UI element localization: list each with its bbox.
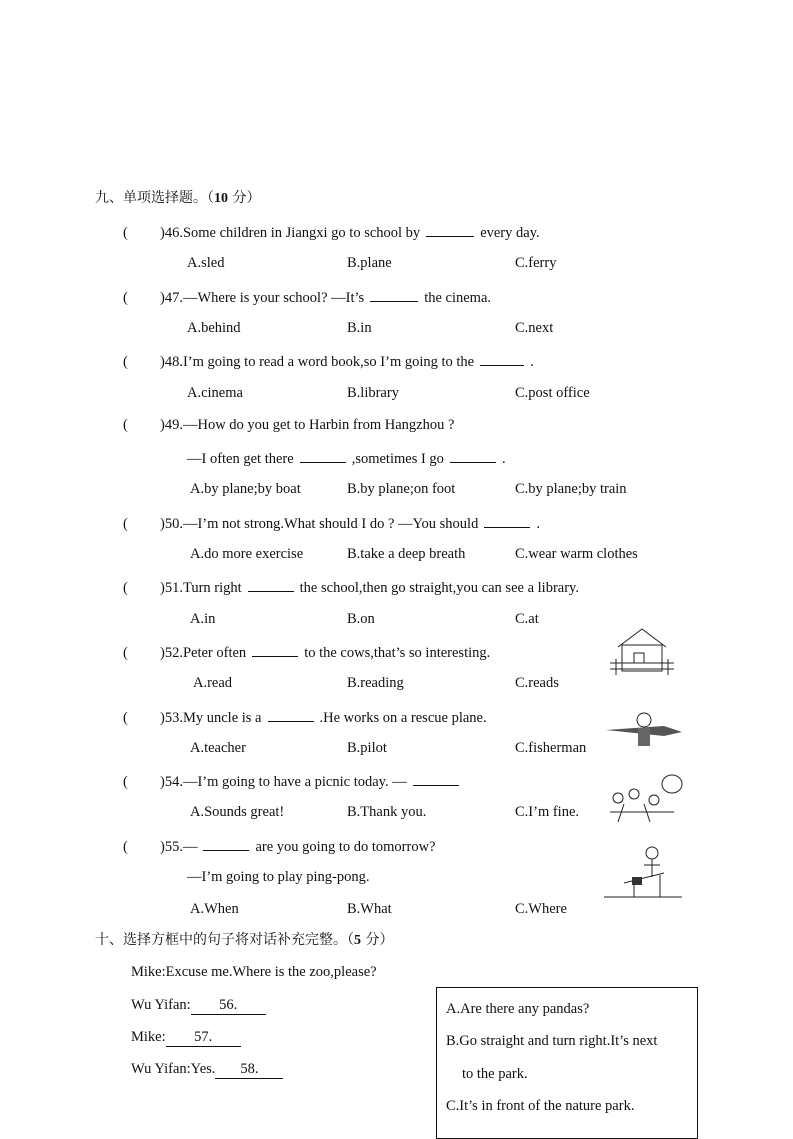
question-52: [123, 642, 490, 662]
question-text: —I’m going to play ping-pong.: [187, 869, 370, 885]
answer-blank: [413, 771, 459, 786]
question-text: —I often get there: [187, 451, 294, 468]
question-54: [123, 771, 465, 791]
question-text: 54.—I’m going to have a picnic today. —: [164, 774, 407, 791]
answer-blank: [426, 222, 474, 237]
option-c: C.at: [515, 610, 539, 627]
question-text: .: [530, 354, 534, 371]
section9-score-open: （: [207, 190, 214, 206]
section9-title: [95, 189, 260, 208]
section10-title: [95, 931, 393, 950]
box-option: B.Go straight and turn right.It’s next: [446, 1033, 658, 1049]
question-49: [123, 416, 454, 434]
answer-bracket-close: ): [160, 838, 165, 855]
option-a: A.by plane;by boat: [190, 481, 301, 498]
option-a: A.in: [190, 610, 216, 627]
option-a: A.When: [190, 901, 239, 918]
option-c: C.post office: [515, 384, 590, 401]
question-55-line-1: [187, 868, 369, 886]
section9-score: 10: [214, 191, 228, 206]
option-c: C.ferry: [515, 255, 557, 272]
answer-bracket[interactable]: (: [123, 644, 128, 661]
answer-bracket[interactable]: (: [123, 289, 128, 306]
option-c: C.fisherman: [515, 739, 587, 756]
answer-bracket-close: ): [160, 580, 165, 597]
question-text: ,sometimes I go: [351, 451, 444, 468]
option-a: A.behind: [187, 319, 241, 336]
option-a: A.teacher: [190, 739, 246, 756]
option-b: B.library: [347, 384, 399, 401]
dialogue-line: [131, 1028, 241, 1047]
answer-bracket-close: ): [160, 515, 165, 532]
dialogue-line: [131, 996, 266, 1015]
answer-blank: [252, 642, 298, 657]
option-b: B.take a deep breath: [347, 546, 466, 562]
option-a: A.Sounds great!: [190, 804, 285, 821]
answer-bracket[interactable]: (: [123, 580, 128, 597]
answer-bracket[interactable]: (: [123, 416, 128, 433]
answer-bracket-close: ): [160, 225, 165, 241]
section9-score-unit: 分）: [228, 190, 261, 206]
question-text: 53.My uncle is a: [164, 709, 262, 726]
question-55: [123, 836, 435, 856]
option-b: B.by plane;on foot: [347, 481, 456, 498]
option-b: B.in: [347, 319, 372, 336]
answer-bracket[interactable]: (: [123, 709, 128, 726]
question-text: to the cows,that’s so interesting.: [304, 644, 491, 661]
ping-pong-icon: [604, 843, 684, 904]
question-47: [123, 287, 491, 307]
option-a: A.read: [193, 675, 233, 692]
option-b: B.on: [347, 610, 375, 627]
option-c: C.next: [515, 319, 554, 336]
answer-blank-57[interactable]: 57.: [166, 1028, 241, 1047]
question-text: 50.—I’m not strong.What should I do ? —You should: [164, 515, 479, 532]
option-c: C.by plane;by train: [515, 481, 627, 498]
option-b: B.pilot: [347, 739, 387, 756]
option-c: C.reads: [515, 675, 559, 692]
answer-bracket[interactable]: (: [123, 838, 128, 855]
option-b: B.Thank you.: [347, 804, 427, 821]
speaker-text: Mike:Excuse me.Where is the zoo,please?: [131, 964, 377, 980]
question-text: 51.Turn right: [164, 580, 242, 597]
answer-bracket[interactable]: (: [123, 225, 128, 241]
answer-blank: [484, 513, 530, 528]
question-48: [123, 351, 534, 371]
box-option: to the park.: [462, 1066, 528, 1082]
option-b: B.plane: [347, 255, 392, 272]
answer-blank: [450, 448, 496, 463]
option-c: C.I’m fine.: [515, 804, 580, 821]
question-text: .: [501, 451, 506, 468]
answer-bracket[interactable]: (: [123, 354, 128, 371]
option-b: B.What: [347, 901, 392, 918]
option-b: B.reading: [347, 675, 404, 692]
section10-score: 5: [354, 933, 361, 948]
answer-bracket[interactable]: (: [123, 515, 128, 532]
question-51: [123, 577, 579, 597]
pilot-plane-icon: [604, 708, 684, 769]
option-c: C.Where: [515, 901, 567, 918]
option-a: A.cinema: [187, 384, 243, 401]
question-text: 48.I’m going to read a word book,so I’m going to the: [164, 354, 475, 371]
box-option: A.Are there any pandas?: [446, 1001, 590, 1017]
question-46: [123, 222, 540, 242]
answer-bracket[interactable]: (: [123, 774, 128, 791]
question-text: are you going to do tomorrow?: [255, 838, 436, 855]
answer-blank-58[interactable]: 58.: [215, 1060, 283, 1079]
farm-house-icon: [608, 625, 688, 686]
speaker-text: Wu Yifan:Yes.: [131, 1061, 216, 1077]
question-text: 52.Peter often: [164, 644, 247, 661]
question-text: 49.—How do you get to Harbin from Hangzhou ?: [164, 416, 455, 433]
dialogue-line: [131, 963, 377, 981]
answer-blank-56[interactable]: 56.: [191, 996, 266, 1015]
answer-bracket-close: ): [160, 774, 165, 791]
answer-bracket-close: ): [160, 644, 165, 661]
question-text: the cinema.: [424, 289, 492, 306]
answer-blank: [248, 577, 294, 592]
question-text: every day.: [480, 225, 540, 241]
box-option: C.It’s in front of the nature park.: [446, 1098, 635, 1114]
section9-title-text: 九、单项选择题。: [95, 190, 207, 206]
answer-blank: [203, 836, 249, 851]
option-a: A.sled: [187, 255, 225, 272]
question-text: 47.—Where is your school? —It’s: [164, 289, 365, 306]
section10-score-unit: 分）: [361, 932, 394, 948]
option-a: A.do more exercise: [190, 546, 304, 562]
question-text: 55.—: [164, 838, 198, 855]
answer-blank: [268, 707, 314, 722]
question-text: the school,then go straight,you can see a library.: [299, 580, 579, 597]
dialogue-line: [131, 1060, 283, 1079]
speaker-text: Mike:: [131, 1029, 166, 1045]
question-text: 46.Some children in Jiangxi go to school by: [164, 225, 421, 241]
answer-bracket-close: ): [160, 416, 165, 433]
speaker-text: Wu Yifan:: [131, 997, 191, 1013]
answer-bracket-close: ): [160, 289, 165, 306]
question-50: [123, 513, 540, 533]
question-text: .He works on a rescue plane.: [319, 709, 487, 726]
answer-blank: [370, 287, 418, 302]
answer-bracket-close: ): [160, 354, 165, 371]
option-c: C.wear warm clothes: [515, 546, 638, 562]
section10-title-text: 十、选择方框中的句子将对话补充完整。: [95, 932, 347, 948]
question-49-line-1: [187, 448, 506, 468]
answer-blank: [480, 351, 524, 366]
question-53: [123, 707, 487, 727]
picnic-icon: [604, 772, 684, 833]
answer-blank: [300, 448, 346, 463]
answer-bracket-close: ): [160, 709, 165, 726]
section10-score-open: （: [347, 932, 354, 948]
question-text: .: [536, 515, 540, 532]
